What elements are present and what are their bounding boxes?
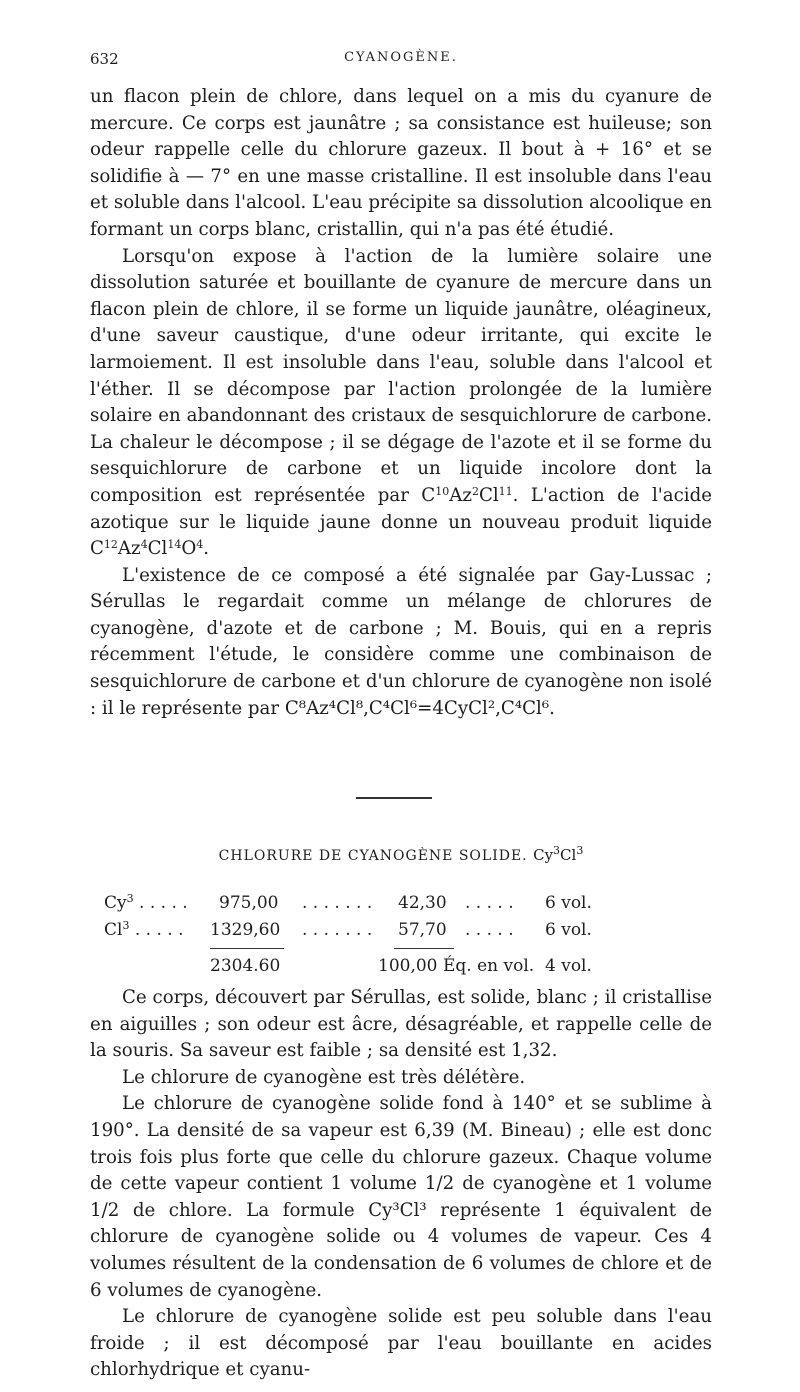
section-heading [90,846,712,864]
section-formula: Cy$^3$Cl$^3$ [533,844,584,864]
paragraph-4: Ce corps, découvert par Sérullas, est solide, blanc ; il cristallise en aiguilles ; son odeur est âcre, désagréable, et rappelle celle de la souris. Sa saveur est faible ; sa densité est 1,32. [90,987,712,1062]
total-label: Éq. en vol. [443,956,535,976]
weight-cell: 975,00 [219,893,279,913]
paragraph-7: Le chlorure de cyanogène solide est peu soluble dans l'eau froide ; il est décomposé par l'eau bouillante en acides chlorhydrique et cyanu- [90,1306,712,1381]
element-cell: Cl$^3$ . . . . . [104,919,184,940]
percent-cell: 42,30 [398,893,447,913]
element-cell: Cy$^3$ . . . . . [104,892,188,913]
table-row [90,893,712,917]
running-title: CYANOGÈNE. [344,50,458,65]
table-total-row [90,956,712,980]
formula-3: C⁸Az⁴Cl⁸,C⁴Cl⁶=4CyCl²,C⁴Cl⁶ [284,697,550,719]
section-title: CHLORURE DE CYANOGÈNE SOLIDE. [218,848,528,864]
section-divider [356,797,432,799]
sum-rule [210,948,284,949]
total-percent: 100,00 [378,956,438,976]
text-block-upper [90,84,712,722]
running-header [90,50,712,72]
paragraph-1: un flacon plein de chlore, dans lequel on a mis du cyanure de mercure. Ce corps est jaunâtre ; sa consistance est huileuse; son odeur rappelle celle du chlorure gazeux. Il bout à + 16° et se solidifie à — 7° en une masse cristalline. Il est insoluble dans l'eau et soluble dans l'alcool. L'eau précipite sa dissolution alcoolique en formant un corps blanc, cristallin, qui n'a pas été étudié. [90,86,712,240]
leader-dots: . . . . . . . [302,920,373,940]
leader-dots: . . . . . [465,893,514,913]
leader-dots: . . . . . . . [302,893,373,913]
paragraph-6: Le chlorure de cyanogène solide fond à 140° et se sublime à 190°. La densité de sa vapeur est 6,39 (M. Bineau) ; elle est donc trois fois plus forte que celle du chlorure gazeux. Chaque volume de cette vapeur contient 1 volume 1/2 de cyanogène et 1 volume 1/2 de chlore. La formule Cy³Cl³ représente 1 équivalent de chlorure de cyanogène solide ou 4 volumes de vapeur. Ces 4 volumes résultent de la condensation de 6 volumes de chlore et de 6 volumes de cyanogène. [90,1093,712,1301]
formula-4: Cy³Cl³ [368,1199,427,1221]
paragraph-2: Lorsqu'on expose à l'action de la lumière solaire une dissolution saturée et bouillante de cyanure de mercure dans un flacon plein de chlore, il se forme un liquide jaunâtre, oléagineux, d'une saveur caustique, d'une odeur irritante, qui excite le larmoiement. Il est insoluble dans l'eau, soluble dans l'alcool et l'éther. Il se décompose par l'action prolongée de la lumière solaire en abandonnant des cristaux de sesquichlorure de carbone. La chaleur le décompose ; il se dégage de l'azote et il se forme du sesquichlorure de carbone et un liquide incolore dont la composition est représentée par $C^{10}Az^2Cl^{11}$. L'action de l'acide azotique sur le liquide jaune donne un nouveau produit liquide $C^{12}Az^4Cl^{14}O^4$. [90,245,713,560]
volume-cell: 6 vol. [545,893,592,913]
paragraph-3: L'existence de ce composé a été signalée par Gay-Lussac ; Sérullas le regardait comme un mélange de chlorures de cyanogène, d'azote et de carbone ; M. Bouis, qui en a repris récemment l'étude, le considère comme une combinaison de sesquichlorure de carbone et d'un chlorure de cyanogène non isolé : il le représente par C⁸Az⁴Cl⁸,C⁴Cl⁶=4CyCl²,C⁴Cl⁶. [90,564,712,719]
table-row [90,920,712,944]
leader-dots: . . . . . [465,920,514,940]
weight-cell: 1329,60 [210,920,281,940]
formula-2: $C^{12}Az^4Cl^{14}O^4$ [90,538,204,560]
paragraph-5: Le chlorure de cyanogène est très délétère. [122,1066,526,1088]
volume-cell: 6 vol. [545,920,592,940]
total-volume: 4 vol. [545,956,592,976]
total-weight: 2304.60 [210,956,281,976]
formula-1: $C^{10}Az^2Cl^{11}$ [421,484,513,506]
text-block-lower [90,985,712,1384]
page-number: 632 [90,50,119,68]
percent-cell: 57,70 [398,920,447,940]
sum-rule [394,948,454,949]
